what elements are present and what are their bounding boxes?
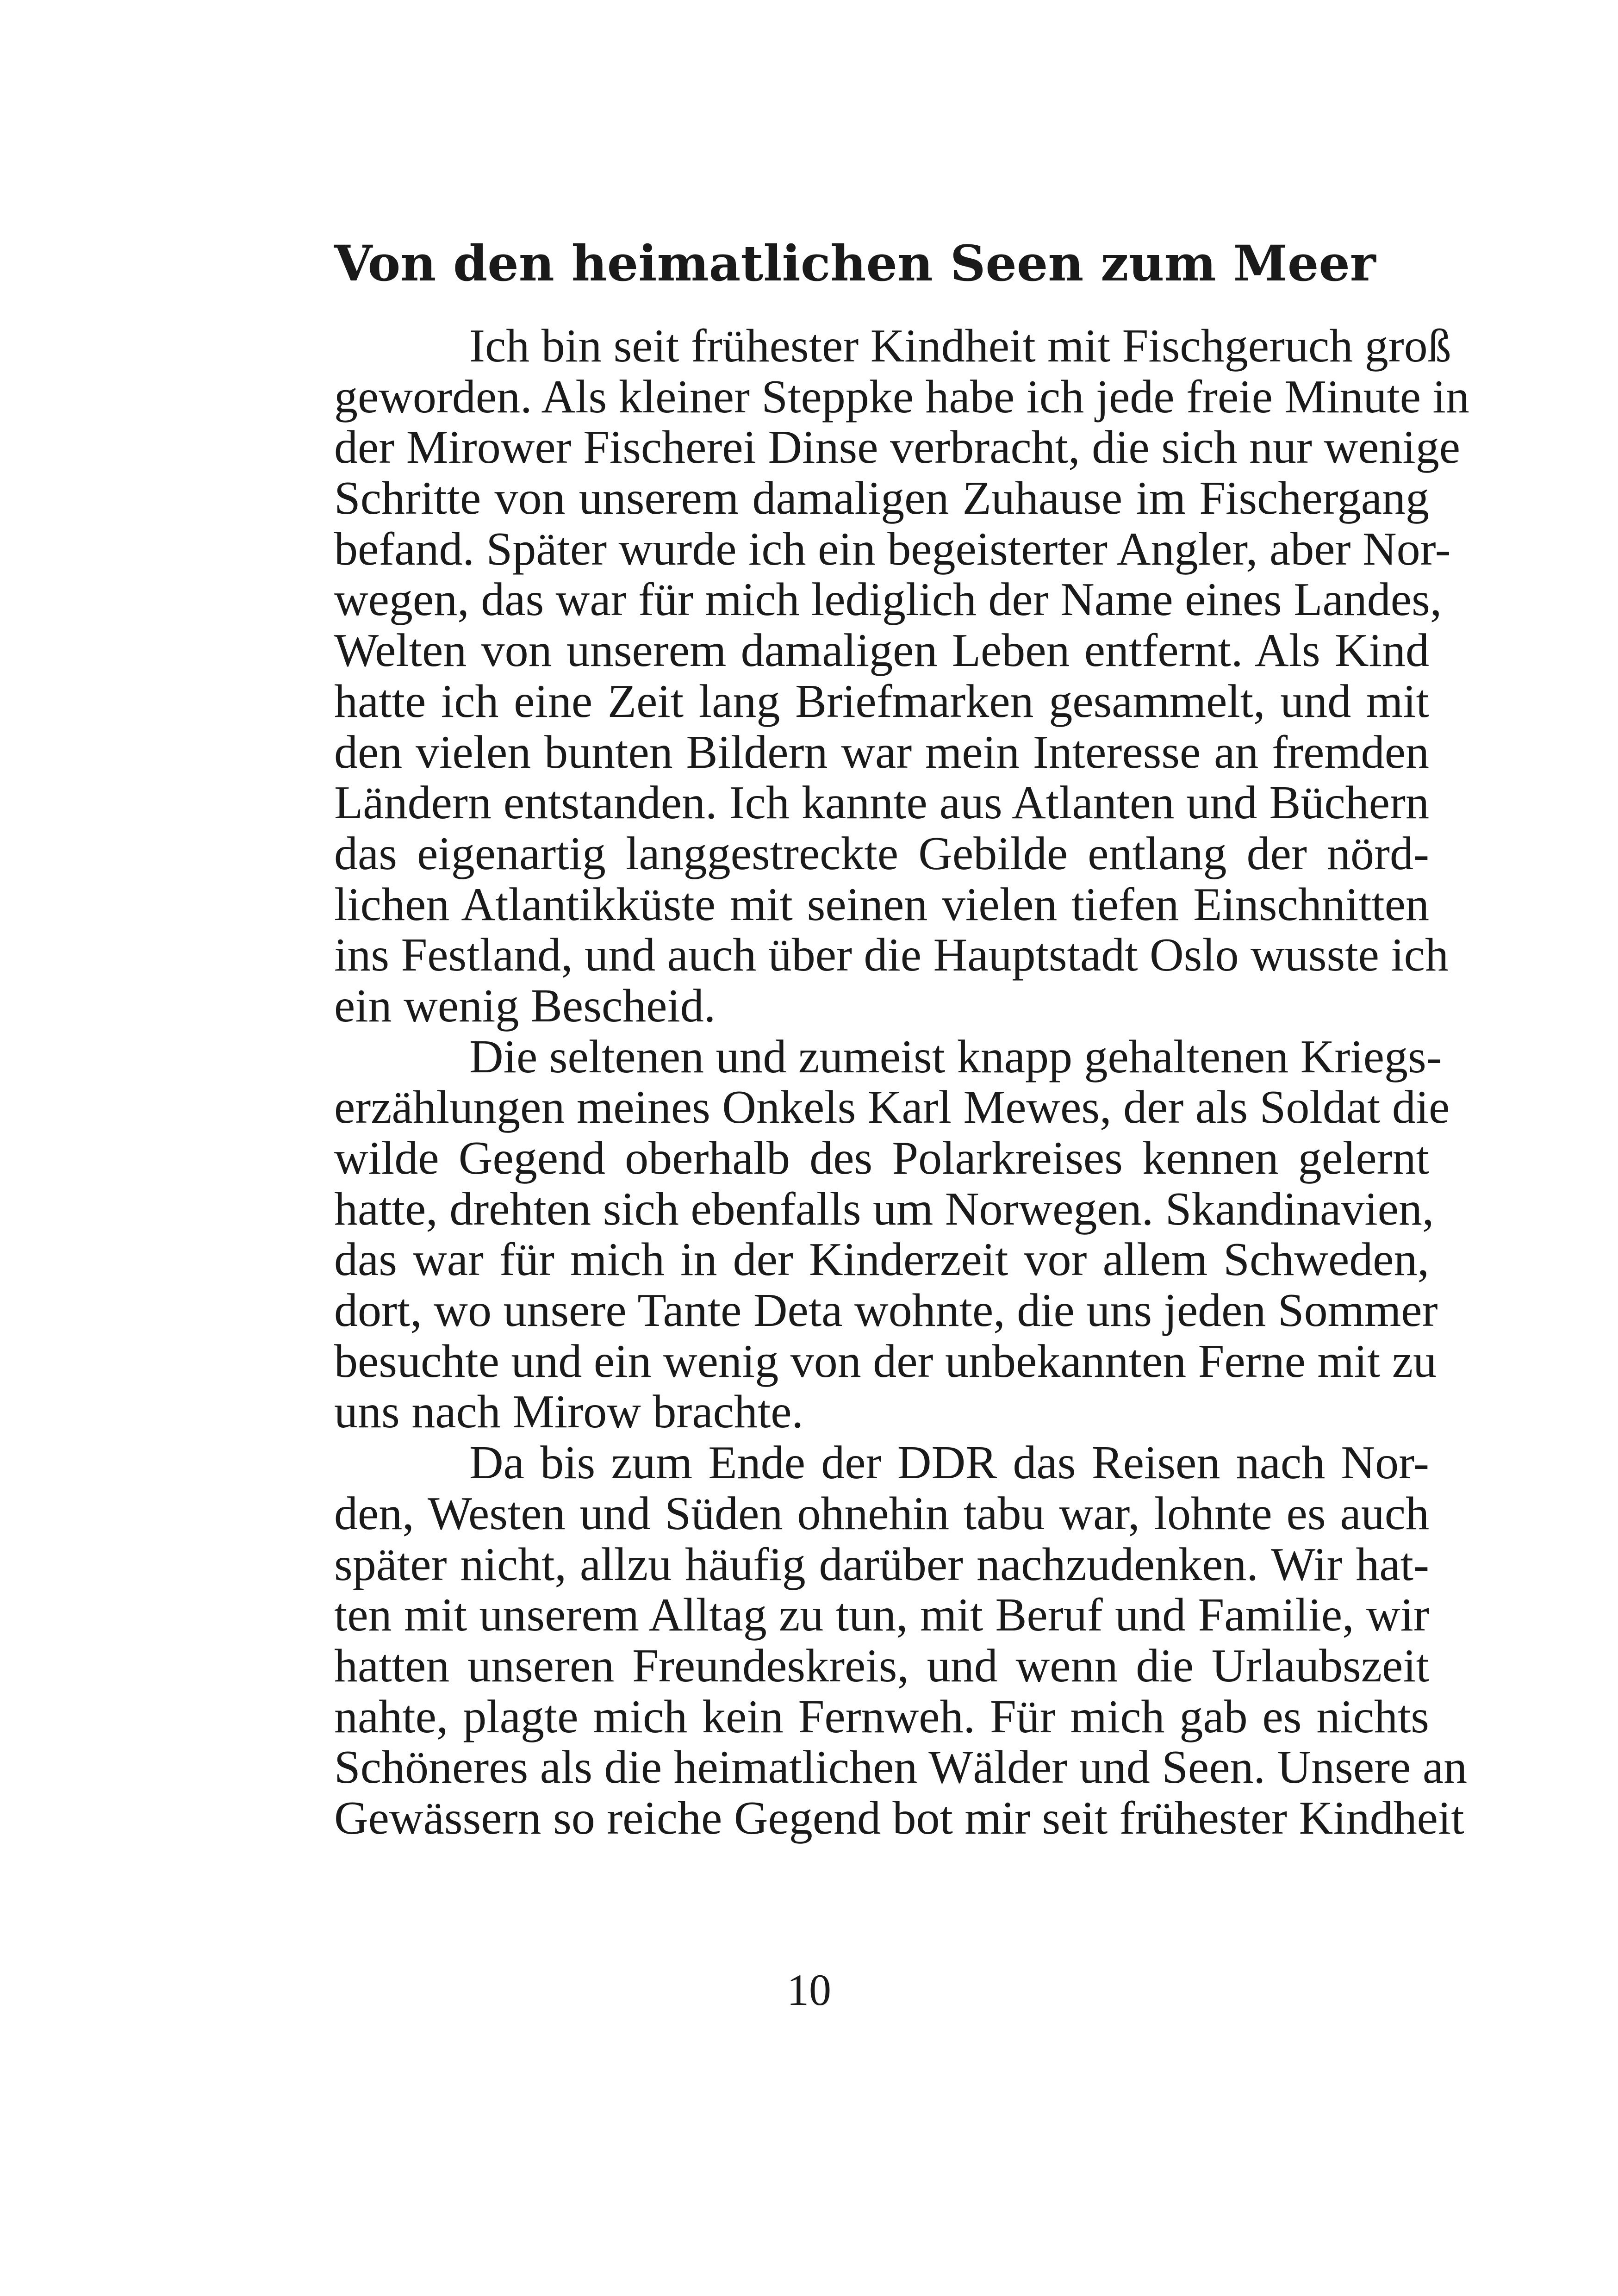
text-line: ein wenig Bescheid. [334,979,716,1032]
text-line: der Mirower Fischerei Dinse verbracht, die sich nur wenige [334,421,1461,474]
text-line: uns nach Mirow brachte. [334,1386,804,1438]
text-line: ten mit unserem Alltag zu tun, mit Beruf und Familie, wir [334,1589,1429,1642]
page-number: 10 [787,1965,831,2015]
text-line: Schritte von unserem damaligen Zuhause im Fischergang [334,472,1429,525]
text-line: den vielen bunten Bildern war mein Interesse an fremden [334,726,1429,778]
text-line: hatte, drehten sich ebenfalls um Norwegen. Skandinavien, [334,1182,1434,1235]
text-line: das eigenartig langgestreckte Gebilde entlang der nörd- [334,827,1429,880]
text-line: Ländern entstanden. Ich kannte aus Atlanten und Büchern [334,777,1429,829]
text-line: später nicht, allzu häufig darüber nachzudenken. Wir hat- [334,1538,1429,1591]
text-line: hatten unseren Freundeskreis, und wenn die Urlaubszeit [334,1639,1429,1692]
paragraph [334,1437,1468,1844]
text-line: Schöneres als die heimatlichen Wälder und Seen. Unsere an [334,1741,1468,1794]
text-line: Ich bin seit frühester Kindheit mit Fischgeruch groß [469,320,1451,372]
text-line: geworden. Als kleiner Steppke habe ich jede freie Minute in [334,370,1469,423]
text-line: ins Festland, und auch über die Hauptstadt Oslo wusste ich [334,929,1449,982]
paragraph [334,320,1469,1032]
text-line: nahte, plagte mich kein Fernweh. Für mich gab es nichts [334,1690,1429,1743]
chapter-heading: Von den heimatlichen Seen zum Meer [334,234,1376,292]
text-line: das war für mich in der Kinderzeit vor allem Schweden, [334,1233,1429,1286]
body-text [334,320,1469,1844]
text-line: hatte ich eine Zeit lang Briefmarken gesammelt, und mit [334,675,1429,728]
text-line: Welten von unserem damaligen Leben entfernt. Als Kind [334,624,1429,677]
text-line: den, Westen und Süden ohnehin tabu war, lohnte es auch [334,1487,1429,1540]
text-line: befand. Später wurde ich ein begeisterter Angler, aber Nor- [334,523,1451,575]
text-line: wegen, das war für mich lediglich der Name eines Landes, [334,573,1442,626]
text-line: wilde Gegend oberhalb des Polarkreises kennen gelernt [334,1132,1429,1184]
text-line: lichen Atlantikküste mit seinen vielen tiefen Einschnitten [334,878,1429,931]
text-line: dort, wo unsere Tante Deta wohnte, die uns jeden Sommer [334,1284,1438,1337]
text-line: besuchte und ein wenig von der unbekannten Ferne mit zu [334,1335,1437,1388]
text-line: Die seltenen und zumeist knapp gehaltenen Kriegs- [469,1030,1442,1083]
text-line: erzählungen meines Onkels Karl Mewes, der als Soldat die [334,1081,1450,1134]
text-line: Da bis zum Ende der DDR das Reisen nach Nor- [469,1437,1429,1489]
text-line: Gewässern so reiche Gegend bot mir seit frühester Kindheit [334,1792,1464,1844]
paragraph [334,1030,1450,1438]
